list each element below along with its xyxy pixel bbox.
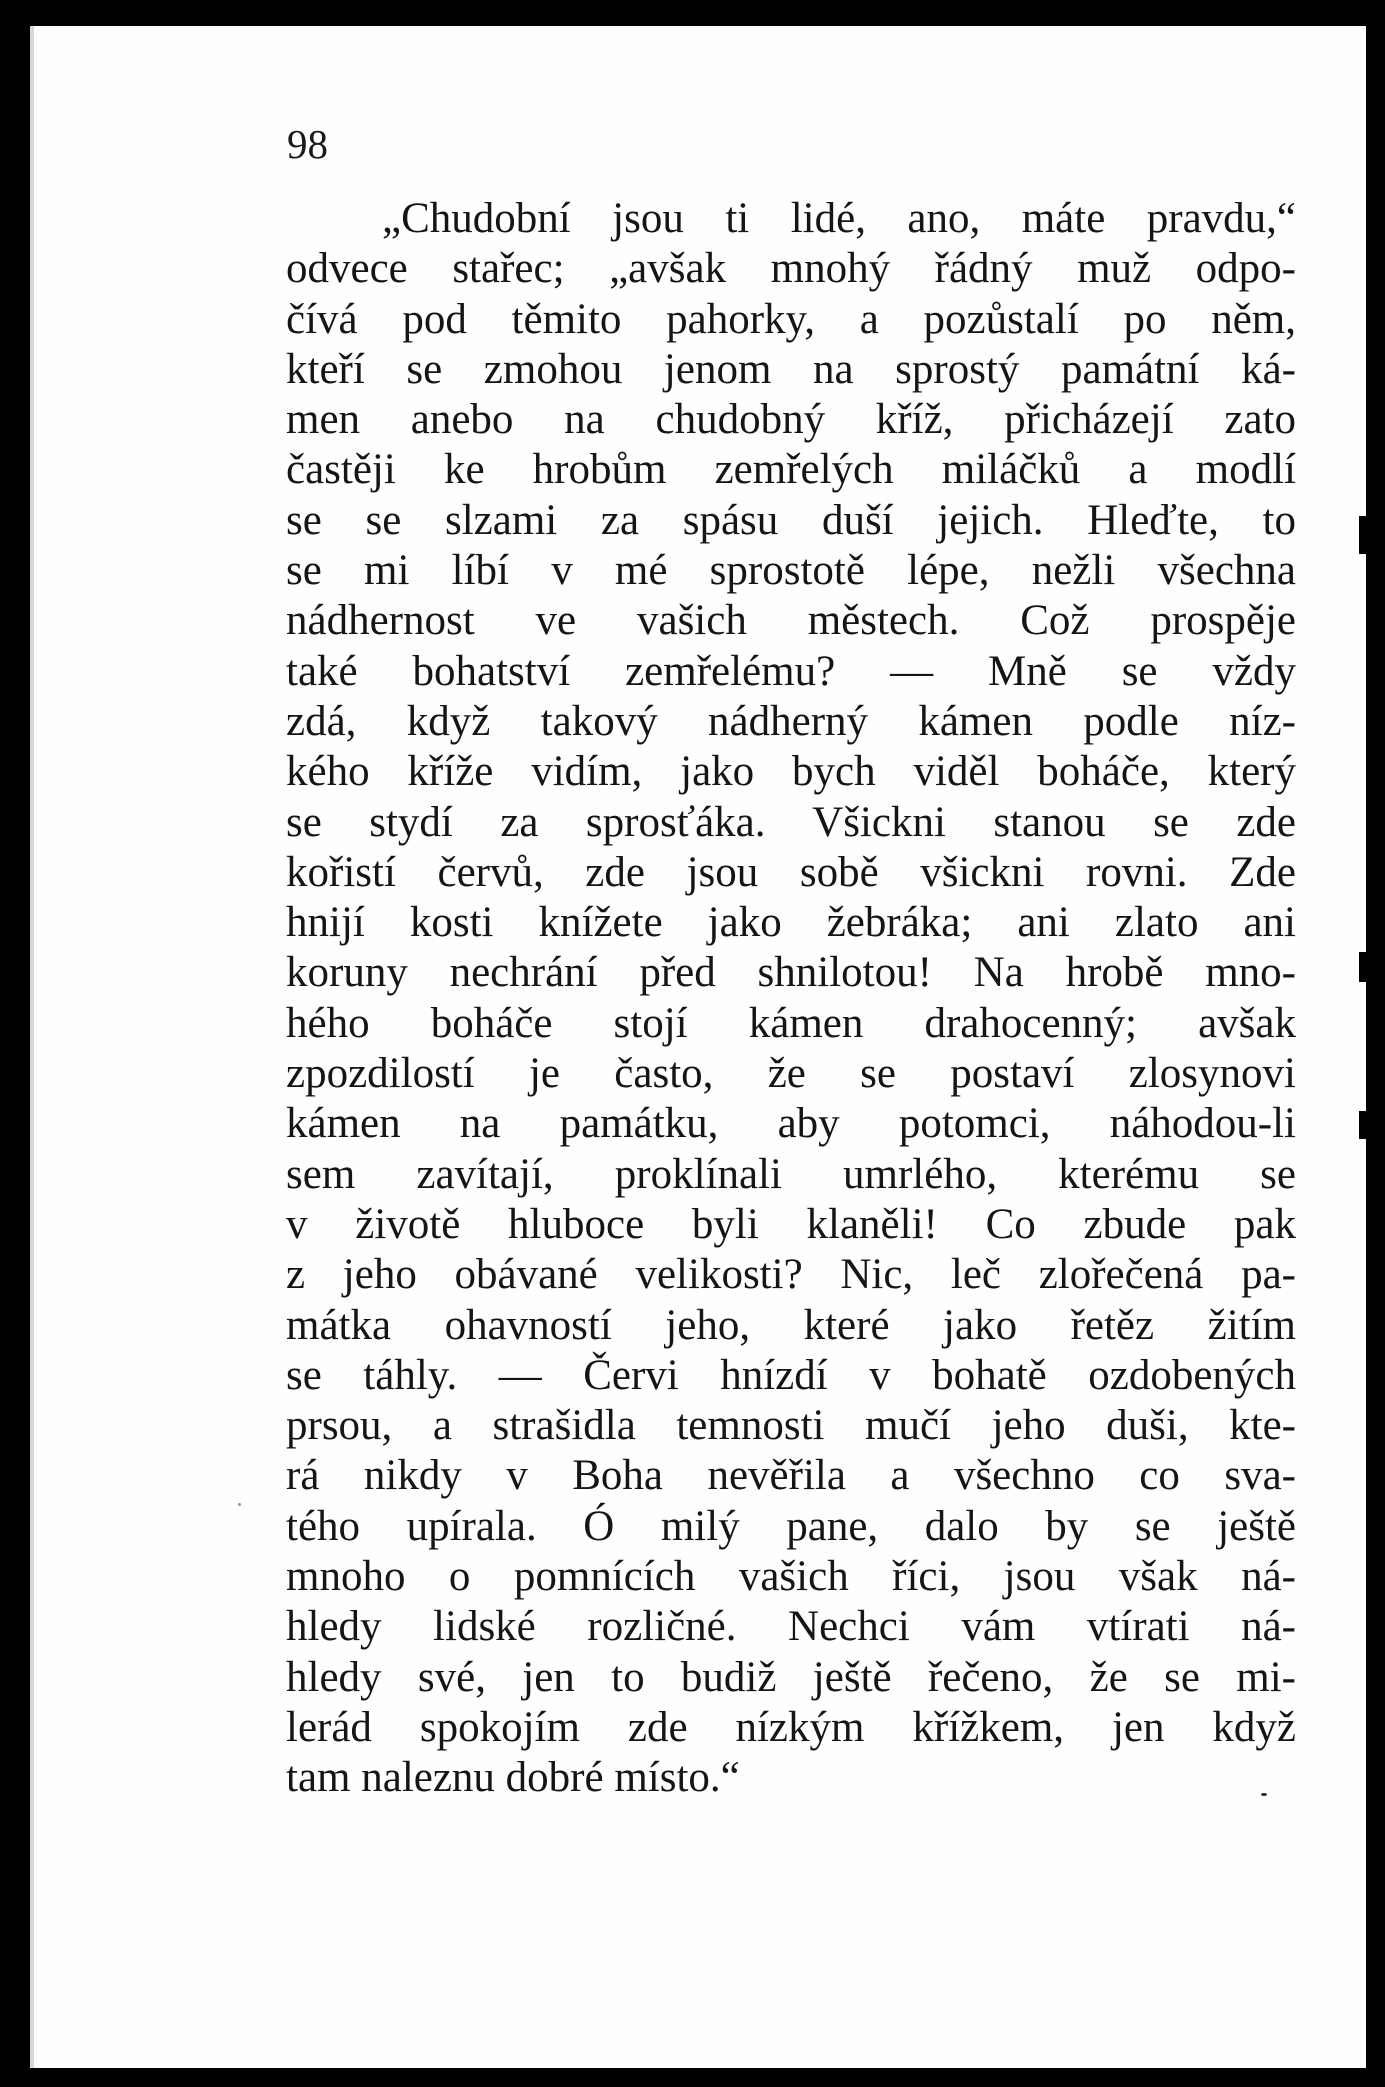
text-line: kteří se zmohou jenom na sprostý památní ká- [286,345,1296,393]
page-edge [30,26,34,2068]
text-line: se mi líbí v mé sprostotě lépe, nežli všechna [286,547,1296,595]
text-line: také bohatství zemřelému? — Mně se vždy [286,647,1296,695]
text-line: mnoho o pomnících vašich říci, jsou však ná- [286,1553,1296,1601]
text-line: se táhly. — Červi hnízdí v bohatě ozdobených [286,1351,1296,1399]
text-line: sem zavítají, proklínali umrlého, kterému se [286,1150,1296,1198]
body-text [286,194,1296,1804]
text-line: hledy lidské rozličné. Nechci vám vtírati ná- [286,1603,1296,1651]
text-line: hého boháče stojí kámen drahocenný; avšak [286,999,1296,1047]
text-line: koruny nechrání před shnilotou! Na hrobě mno- [286,949,1296,997]
text-line: prsou, a strašidla temnosti mučí jeho duši, kte- [286,1402,1296,1450]
scan-mark [1359,952,1366,982]
text-line: se se slzami za spásu duší jejich. Hleďte, to [286,496,1296,544]
text-line: kého kříže vidím, jako bych viděl boháče, který [286,748,1296,796]
text-line: mátka ohavností jeho, které jako řetěz žitím [286,1301,1296,1349]
text-line: z jeho obávané velikosti? Nic, leč zlořečená pa- [286,1251,1296,1299]
text-line: kámen na památku, aby potomci, náhodou-li [286,1100,1296,1148]
text-line: men anebo na chudobný kříž, přicházejí zato [286,396,1296,444]
text-line: nádhernost ve vašich městech. Což prospěje [286,597,1296,645]
text-line: čívá pod těmito pahorky, a pozůstalí po něm, [286,295,1296,343]
text-line: zdá, když takový nádherný kámen podle níz- [286,697,1296,745]
text-line: hledy své, jen to budiž ještě řečeno, že se mi- [286,1653,1296,1701]
page-number: 98 [287,121,328,167]
scan-mark [1359,516,1366,554]
text-line: lerád spokojím zde nízkým křížkem, jen když [286,1703,1296,1751]
scan-mark [1359,1111,1366,1139]
text-line: se stydí za sprosťáka. Všickni stanou se zde [286,798,1296,846]
text-line: „Chudobní jsou ti lidé, ano, máte pravdu,“ [382,195,1296,242]
text-line: kořistí červů, zde jsou sobě všickni rovni. Zde [286,848,1296,896]
scan-speck [1261,1793,1267,1796]
text-line: odvece stařec; „avšak mnohý řádný muž odpo- [286,245,1296,293]
text-line: zpozdilostí je často, že se postaví zlosynovi [286,1050,1296,1098]
text-line: v životě hluboce byli klaněli! Co zbude pak [286,1200,1296,1248]
scan-speck [238,1503,241,1506]
text-line: častěji ke hrobům zemřelých miláčků a modlí [286,446,1296,494]
text-line: hnijí kosti knížete jako žebráka; ani zlato ani [286,899,1296,947]
text-line: tého upírala. Ó milý pane, dalo by se ještě [286,1502,1296,1550]
text-line: rá nikdy v Boha nevěřila a všechno co sva- [286,1452,1296,1500]
text-line: tam naleznu dobré místo.“ [286,1754,740,1802]
book-page [30,26,1366,2068]
